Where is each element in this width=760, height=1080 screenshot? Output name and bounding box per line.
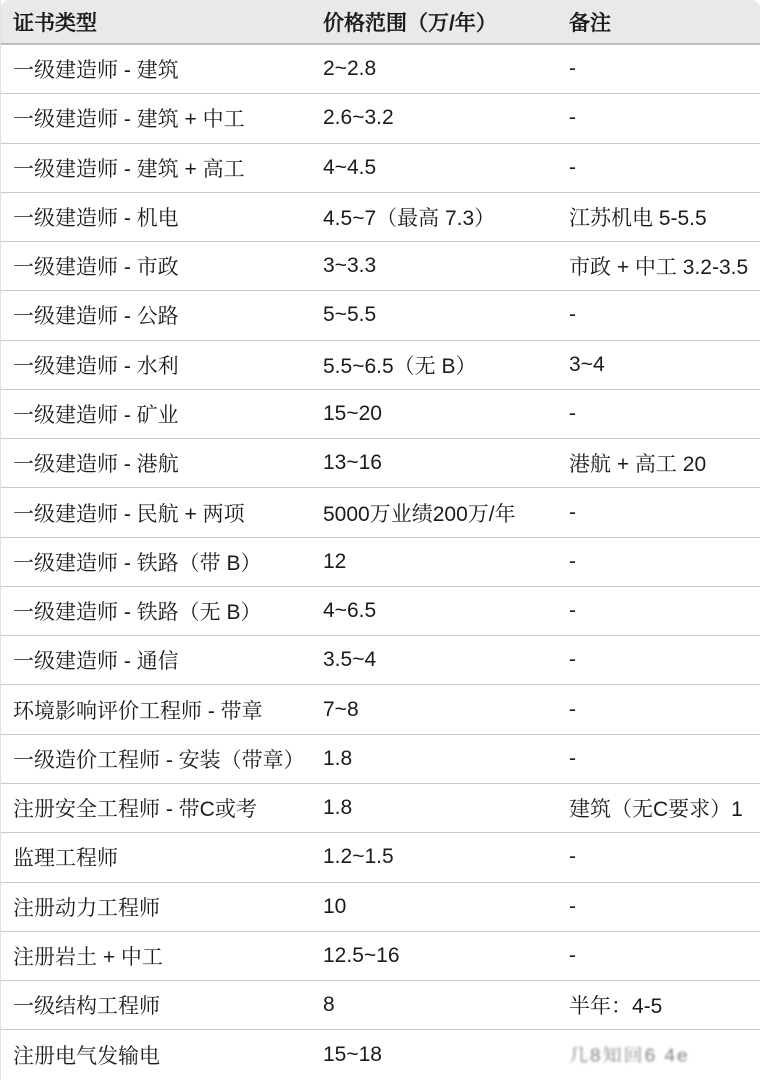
cert-type-cell: 一级建造师 - 建筑 + 中工 bbox=[13, 108, 245, 132]
note-cell: - bbox=[569, 894, 576, 918]
cert-type-cell: 一级建造师 - 机电 bbox=[13, 206, 179, 230]
price-cell: 2.6~3.2 bbox=[323, 106, 394, 130]
cert-type-cell: 一级结构工程师 bbox=[13, 995, 160, 1019]
price-cell: 1.8 bbox=[323, 796, 353, 820]
table-row bbox=[1, 488, 760, 537]
price-cell: 12 bbox=[323, 549, 347, 573]
note-cell: - bbox=[569, 401, 576, 425]
price-cell: 7~8 bbox=[323, 697, 359, 721]
note-cell: - bbox=[569, 155, 576, 179]
cert-type-cell: 注册动力工程师 bbox=[13, 896, 160, 920]
note-cell: - bbox=[569, 746, 576, 770]
price-cell: 1.8 bbox=[323, 746, 353, 770]
table-header-row bbox=[1, 0, 760, 45]
price-cell: 3~3.3 bbox=[323, 254, 377, 278]
price-cell: 5.5~6.5（无 B） bbox=[323, 354, 477, 378]
cert-type-cell: 环境影响评价工程师 - 带章 bbox=[13, 699, 263, 723]
table-row bbox=[1, 390, 760, 439]
table-body bbox=[1, 45, 760, 1080]
table-row bbox=[1, 341, 760, 390]
note-cell: 半年：4-5 bbox=[569, 995, 663, 1019]
cert-type-cell: 注册安全工程师 - 带C或考 bbox=[13, 798, 257, 822]
price-cell: 15~20 bbox=[323, 401, 382, 425]
table-row bbox=[1, 735, 760, 784]
price-cell: 5~5.5 bbox=[323, 303, 377, 327]
note-cell: 建筑（无C要求）1 bbox=[569, 798, 743, 822]
table-row bbox=[1, 1030, 760, 1079]
note-cell: - bbox=[569, 549, 576, 573]
cert-type-cell: 一级造价工程师 - 安装（带章） bbox=[13, 748, 305, 772]
cert-type-cell: 一级建造师 - 水利 bbox=[13, 354, 179, 378]
table-row bbox=[1, 45, 760, 94]
cert-type-cell: 一级建造师 - 市政 bbox=[13, 256, 179, 280]
table-row bbox=[1, 784, 760, 833]
table-row bbox=[1, 883, 760, 932]
table-row bbox=[1, 587, 760, 636]
note-cell: 港航 + 高工 20 bbox=[569, 453, 707, 477]
price-cell: 10 bbox=[323, 894, 347, 918]
note-cell: - bbox=[569, 57, 576, 81]
note-cell: 江苏机电 5-5.5 bbox=[569, 206, 707, 230]
note-cell: 市政 + 中工 3.2-3.5 bbox=[569, 256, 749, 280]
cert-type-cell: 一级建造师 - 公路 bbox=[13, 305, 179, 329]
cert-type-cell: 注册岩土 + 中工 bbox=[13, 945, 163, 969]
price-cell: 1.2~1.5 bbox=[323, 845, 394, 869]
cert-type-cell: 一级建造师 - 建筑 + 高工 bbox=[13, 157, 245, 181]
cert-type-cell: 一级建造师 - 矿业 bbox=[13, 403, 179, 427]
cert-type-cell: 注册电气发输电 bbox=[13, 1044, 160, 1068]
table-row bbox=[1, 538, 760, 587]
table-row bbox=[1, 144, 760, 193]
blurred-watermark: 几8知回6 4e bbox=[569, 1046, 690, 1067]
note-cell: - bbox=[569, 303, 576, 327]
header-note: 备注 bbox=[569, 11, 611, 35]
note-cell: - bbox=[569, 845, 576, 869]
table-row bbox=[1, 291, 760, 340]
price-cell: 12.5~16 bbox=[323, 943, 400, 967]
header-price-range: 价格范围（万/年） bbox=[323, 11, 497, 35]
price-cell: 4.5~7（最高 7.3） bbox=[323, 206, 496, 230]
table-row bbox=[1, 193, 760, 242]
price-cell: 5000万业绩200万/年 bbox=[323, 502, 516, 526]
cert-type-cell: 一级建造师 - 建筑 bbox=[13, 59, 179, 83]
cert-type-cell: 一级建造师 - 铁路（无 B） bbox=[13, 601, 262, 625]
header-cert-type: 证书类型 bbox=[13, 11, 97, 35]
cert-type-cell: 一级建造师 - 铁路（带 B） bbox=[13, 551, 262, 575]
table-row bbox=[1, 685, 760, 734]
note-cell: - bbox=[569, 500, 576, 524]
note-cell: - bbox=[569, 943, 576, 967]
table-row bbox=[1, 636, 760, 685]
price-cell: 2~2.8 bbox=[323, 57, 377, 81]
table-row bbox=[1, 439, 760, 488]
table-row bbox=[1, 94, 760, 143]
price-cell: 4~4.5 bbox=[323, 155, 377, 179]
note-cell: - bbox=[569, 106, 576, 130]
price-cell: 8 bbox=[323, 993, 335, 1017]
note-cell: 3~4 bbox=[569, 352, 605, 376]
table-row bbox=[1, 242, 760, 291]
table-row bbox=[1, 932, 760, 981]
note-cell bbox=[569, 1041, 760, 1068]
note-cell: - bbox=[569, 697, 576, 721]
cert-type-cell: 一级建造师 - 民航 + 两项 bbox=[13, 502, 245, 526]
price-cell: 3.5~4 bbox=[323, 648, 377, 672]
cert-type-cell: 一级建造师 - 通信 bbox=[13, 650, 179, 674]
cert-type-cell: 监理工程师 bbox=[13, 847, 118, 871]
cert-type-cell: 一级建造师 - 港航 bbox=[13, 453, 179, 477]
table-row bbox=[1, 981, 760, 1030]
price-cell: 13~16 bbox=[323, 451, 382, 475]
price-cell: 4~6.5 bbox=[323, 599, 377, 623]
table-row bbox=[1, 833, 760, 882]
price-cell: 15~18 bbox=[323, 1042, 382, 1066]
note-cell: - bbox=[569, 648, 576, 672]
note-cell: - bbox=[569, 599, 576, 623]
